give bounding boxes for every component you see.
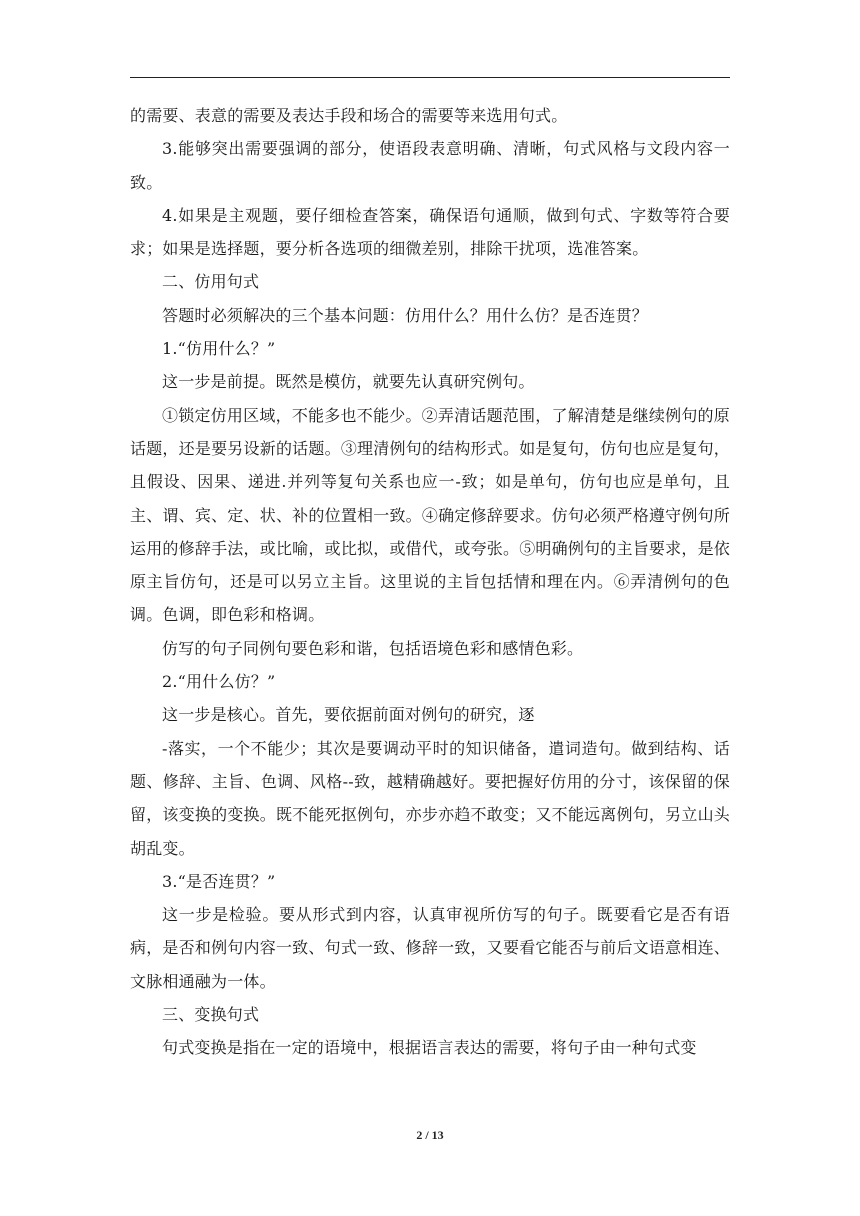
- paragraph: 这一步是核心。首先，要依据前面对例句的研究，逐: [162, 705, 535, 725]
- header-rule: [130, 77, 730, 78]
- paragraph: 这一步是前提。既然是模仿，就要先认真研究例句。: [162, 372, 535, 392]
- section-heading: 二、仿用句式: [162, 272, 260, 292]
- subsection-heading: 2.“用什么仿？”: [162, 672, 276, 692]
- subsection-heading: 3.“是否连贯？”: [162, 871, 276, 891]
- paragraph: 3.能够突出需要强调的部分，使语段表意明确、清晰，句式风格与文段内容一致。: [130, 139, 730, 192]
- section-heading: 三、变换句式: [162, 1005, 260, 1025]
- paragraph: 的需要、表意的需要及表达手段和场合的需要等来选用句式。: [130, 106, 568, 125]
- paragraph: 这一步是检验。要从形式到内容，认真审视所仿写的句子。既要看它是否有语病，是否和例句内容一致、句式一致、修辞一致，又要看它能否与前后文语意相连、文脉相通融为一体。: [130, 905, 730, 991]
- paragraph: 答题时必须解决的三个基本问题：仿用什么？用什么仿？是否连贯？: [162, 305, 649, 325]
- page-number: 2 / 13: [416, 1128, 444, 1142]
- paragraph: 仿写的句子同例句要色彩和谐，包括语境色彩和感情色彩。: [162, 638, 584, 658]
- subsection-heading: 1.“仿用什么？”: [162, 339, 276, 359]
- paragraph: 4.如果是主观题，要仔细检查答案，确保语句通顺，做到句式、字数等符合要求；如果是选择题，要分析各选项的细微差别，排除干扰项，选准答案。: [130, 205, 730, 259]
- paragraph: 句式变换是指在一定的语境中，根据语言表达的需要，将句子由一种句式变: [162, 1038, 697, 1058]
- document-body: [130, 99, 730, 1065]
- paragraph: ①锁定仿用区域，不能多也不能少。②弄清话题范围，了解清楚是继续例句的原话题，还是要另设新的话题。③理清例句的结构形式。如是复句，仿句也应是复句，且假设、因果、递进.并列等复句关系也应一-致；如是单句，仿句也应是单句，且主、谓、宾、定、状、补的位置相一致。④确定修辞要求。仿句必须严格遵守例句所运用的修辞手法，或比喻，或比拟，或借代，或夸张。⑤明确例句的主旨要求，是依原主旨仿句，还是可以另立主旨。这里说的主旨包括情和理在内。⑥弄清例句的色调。色调，即色彩和格调。: [130, 405, 730, 625]
- paragraph: -落实，一个不能少；其次是要调动平时的知识储备，遣词造句。做到结构、话题、修辞、主旨、色调、风格--致，越精确越好。要把握好仿用的分寸，该保留的保留，该变换的变换。既不能死抠例句，亦步亦趋不敢变；又不能远离例句，另立山头胡乱变。: [130, 738, 730, 858]
